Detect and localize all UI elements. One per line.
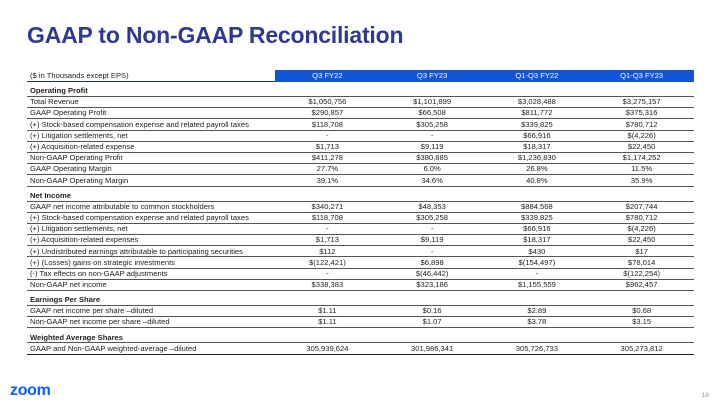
table-row	[27, 175, 694, 186]
row-value: $112	[275, 246, 380, 257]
row-label: Total Revenue	[27, 97, 275, 108]
row-label: GAAP Operating Margin	[27, 164, 275, 175]
row-value: $375,316	[589, 108, 694, 119]
row-value: -	[275, 268, 380, 279]
row-label: GAAP Operating Profit	[27, 108, 275, 119]
row-value: $339,825	[485, 119, 590, 130]
zoom-logo: zoom	[10, 382, 51, 399]
row-label: (+) Acquisition-related expenses	[27, 235, 275, 246]
row-value: 26.8%	[485, 164, 590, 175]
row-value: $3,028,488	[485, 97, 590, 108]
row-value: $18,317	[485, 141, 590, 152]
row-value: 40.8%	[485, 175, 590, 186]
row-value: 34.6%	[380, 175, 485, 186]
table-row	[27, 223, 694, 234]
row-value: $411,278	[275, 152, 380, 163]
row-value: $1,101,899	[380, 97, 485, 108]
row-value: $1.11	[275, 306, 380, 317]
section-header-row	[27, 291, 694, 306]
row-label: GAAP net income per share –diluted	[27, 306, 275, 317]
row-value: -	[380, 223, 485, 234]
row-value: $(4,226)	[589, 130, 694, 141]
table-row	[27, 343, 694, 354]
row-value: $(46,442)	[380, 268, 485, 279]
table-header-row	[27, 70, 694, 82]
row-value: -	[380, 246, 485, 257]
row-value: 305,939,624	[275, 343, 380, 354]
section-header-row	[27, 82, 694, 97]
table-row	[27, 152, 694, 163]
row-label: Non-GAAP net income per share –diluted	[27, 317, 275, 328]
table-row	[27, 141, 694, 152]
row-value: $1,713	[275, 235, 380, 246]
table-row	[27, 108, 694, 119]
column-header: Q1-Q3 FY22	[485, 70, 590, 82]
row-value: $339,825	[485, 212, 590, 223]
row-value: -	[275, 223, 380, 234]
row-value: $1,713	[275, 141, 380, 152]
table-row	[27, 235, 694, 246]
row-value: $(154,497)	[485, 257, 590, 268]
section-header-row	[27, 186, 694, 201]
row-label: Non-GAAP Operating Profit	[27, 152, 275, 163]
table-row	[27, 246, 694, 257]
row-value: $118,708	[275, 119, 380, 130]
row-value: $(122,254)	[589, 268, 694, 279]
row-value: $48,353	[380, 201, 485, 212]
row-value: $305,258	[380, 119, 485, 130]
row-value: 11.5%	[589, 164, 694, 175]
row-value: $(122,421)	[275, 257, 380, 268]
row-value: $9,119	[380, 235, 485, 246]
column-header: Q1-Q3 FY23	[589, 70, 694, 82]
row-value: 39.1%	[275, 175, 380, 186]
row-value: $9,119	[380, 141, 485, 152]
row-label: GAAP and Non-GAAP weighted-average –diluted	[27, 343, 275, 354]
row-value: $0.16	[380, 306, 485, 317]
row-value: -	[275, 130, 380, 141]
row-value: $380,885	[380, 152, 485, 163]
row-value: $66,916	[485, 223, 590, 234]
slide-title: GAAP to Non-GAAP Reconciliation	[27, 22, 404, 48]
row-value: 305,726,733	[485, 343, 590, 354]
row-value: $1.11	[275, 317, 380, 328]
row-value: $2.89	[485, 306, 590, 317]
row-value: $1,050,756	[275, 97, 380, 108]
table-row	[27, 257, 694, 268]
row-value: $(4,226)	[589, 223, 694, 234]
row-value: $1.07	[380, 317, 485, 328]
row-value: $3.78	[485, 317, 590, 328]
row-label: Non-GAAP net income	[27, 279, 275, 290]
row-value: $6,898	[380, 257, 485, 268]
row-label: (+) (Losses) gains on strategic investments	[27, 257, 275, 268]
row-label: (+) Stock-based compensation expense and related payroll taxes	[27, 119, 275, 130]
row-value: 35.9%	[589, 175, 694, 186]
column-header: Q3 FY22	[275, 70, 380, 82]
section-title: Weighted Average Shares	[27, 328, 694, 343]
row-value: $811,772	[485, 108, 590, 119]
row-label: (+) Acquisition-related expense	[27, 141, 275, 152]
row-value: 305,273,812	[589, 343, 694, 354]
row-label: (+) Undistributed earnings attributable to participating securities	[27, 246, 275, 257]
table-row	[27, 306, 694, 317]
row-value: $22,450	[589, 235, 694, 246]
row-value: -	[485, 268, 590, 279]
row-value: $1,236,830	[485, 152, 590, 163]
row-value: $430	[485, 246, 590, 257]
section-title: Earnings Per Share	[27, 291, 694, 306]
table-row	[27, 164, 694, 175]
row-value: $66,916	[485, 130, 590, 141]
row-value: $305,258	[380, 212, 485, 223]
row-value: $962,457	[589, 279, 694, 290]
row-value: -	[380, 130, 485, 141]
row-value: $338,383	[275, 279, 380, 290]
table-row	[27, 130, 694, 141]
row-value: $1,174,252	[589, 152, 694, 163]
table-row	[27, 317, 694, 328]
row-value: 6.0%	[380, 164, 485, 175]
row-value: $0.68	[589, 306, 694, 317]
table-row	[27, 279, 694, 290]
row-label: (+) Stock-based compensation expense and related payroll taxes	[27, 212, 275, 223]
row-label: (-) Tax effects on non-GAAP adjustments	[27, 268, 275, 279]
row-value: $118,708	[275, 212, 380, 223]
row-value: 27.7%	[275, 164, 380, 175]
row-label: Non-GAAP Operating Margin	[27, 175, 275, 186]
table-row	[27, 268, 694, 279]
table-body	[27, 82, 694, 355]
units-note: ($ in Thousands except EPS)	[27, 70, 275, 82]
row-value: $207,744	[589, 201, 694, 212]
row-value: $780,712	[589, 212, 694, 223]
row-value: $17	[589, 246, 694, 257]
row-value: $323,186	[380, 279, 485, 290]
row-value: $290,857	[275, 108, 380, 119]
row-value: $66,508	[380, 108, 485, 119]
row-value: $3,275,157	[589, 97, 694, 108]
row-value: $884,568	[485, 201, 590, 212]
section-header-row	[27, 328, 694, 343]
table-row	[27, 201, 694, 212]
row-value: $1,155,559	[485, 279, 590, 290]
row-value: $780,712	[589, 119, 694, 130]
row-label: (+) Litigation settlements, net	[27, 130, 275, 141]
row-value: $22,450	[589, 141, 694, 152]
section-title: Net Income	[27, 186, 694, 201]
table-row	[27, 119, 694, 130]
row-value: $78,014	[589, 257, 694, 268]
table-row	[27, 97, 694, 108]
row-label: (+) Litigation settlements, net	[27, 223, 275, 234]
table-row	[27, 212, 694, 223]
row-label: GAAP net income attributable to common stockholders	[27, 201, 275, 212]
column-header: Q3 FY23	[380, 70, 485, 82]
row-value: 301,986,341	[380, 343, 485, 354]
row-value: $340,271	[275, 201, 380, 212]
reconciliation-table	[27, 70, 694, 355]
section-title: Operating Profit	[27, 82, 694, 97]
row-value: $18,317	[485, 235, 590, 246]
row-value: $3.15	[589, 317, 694, 328]
page-number: 18	[701, 392, 709, 399]
